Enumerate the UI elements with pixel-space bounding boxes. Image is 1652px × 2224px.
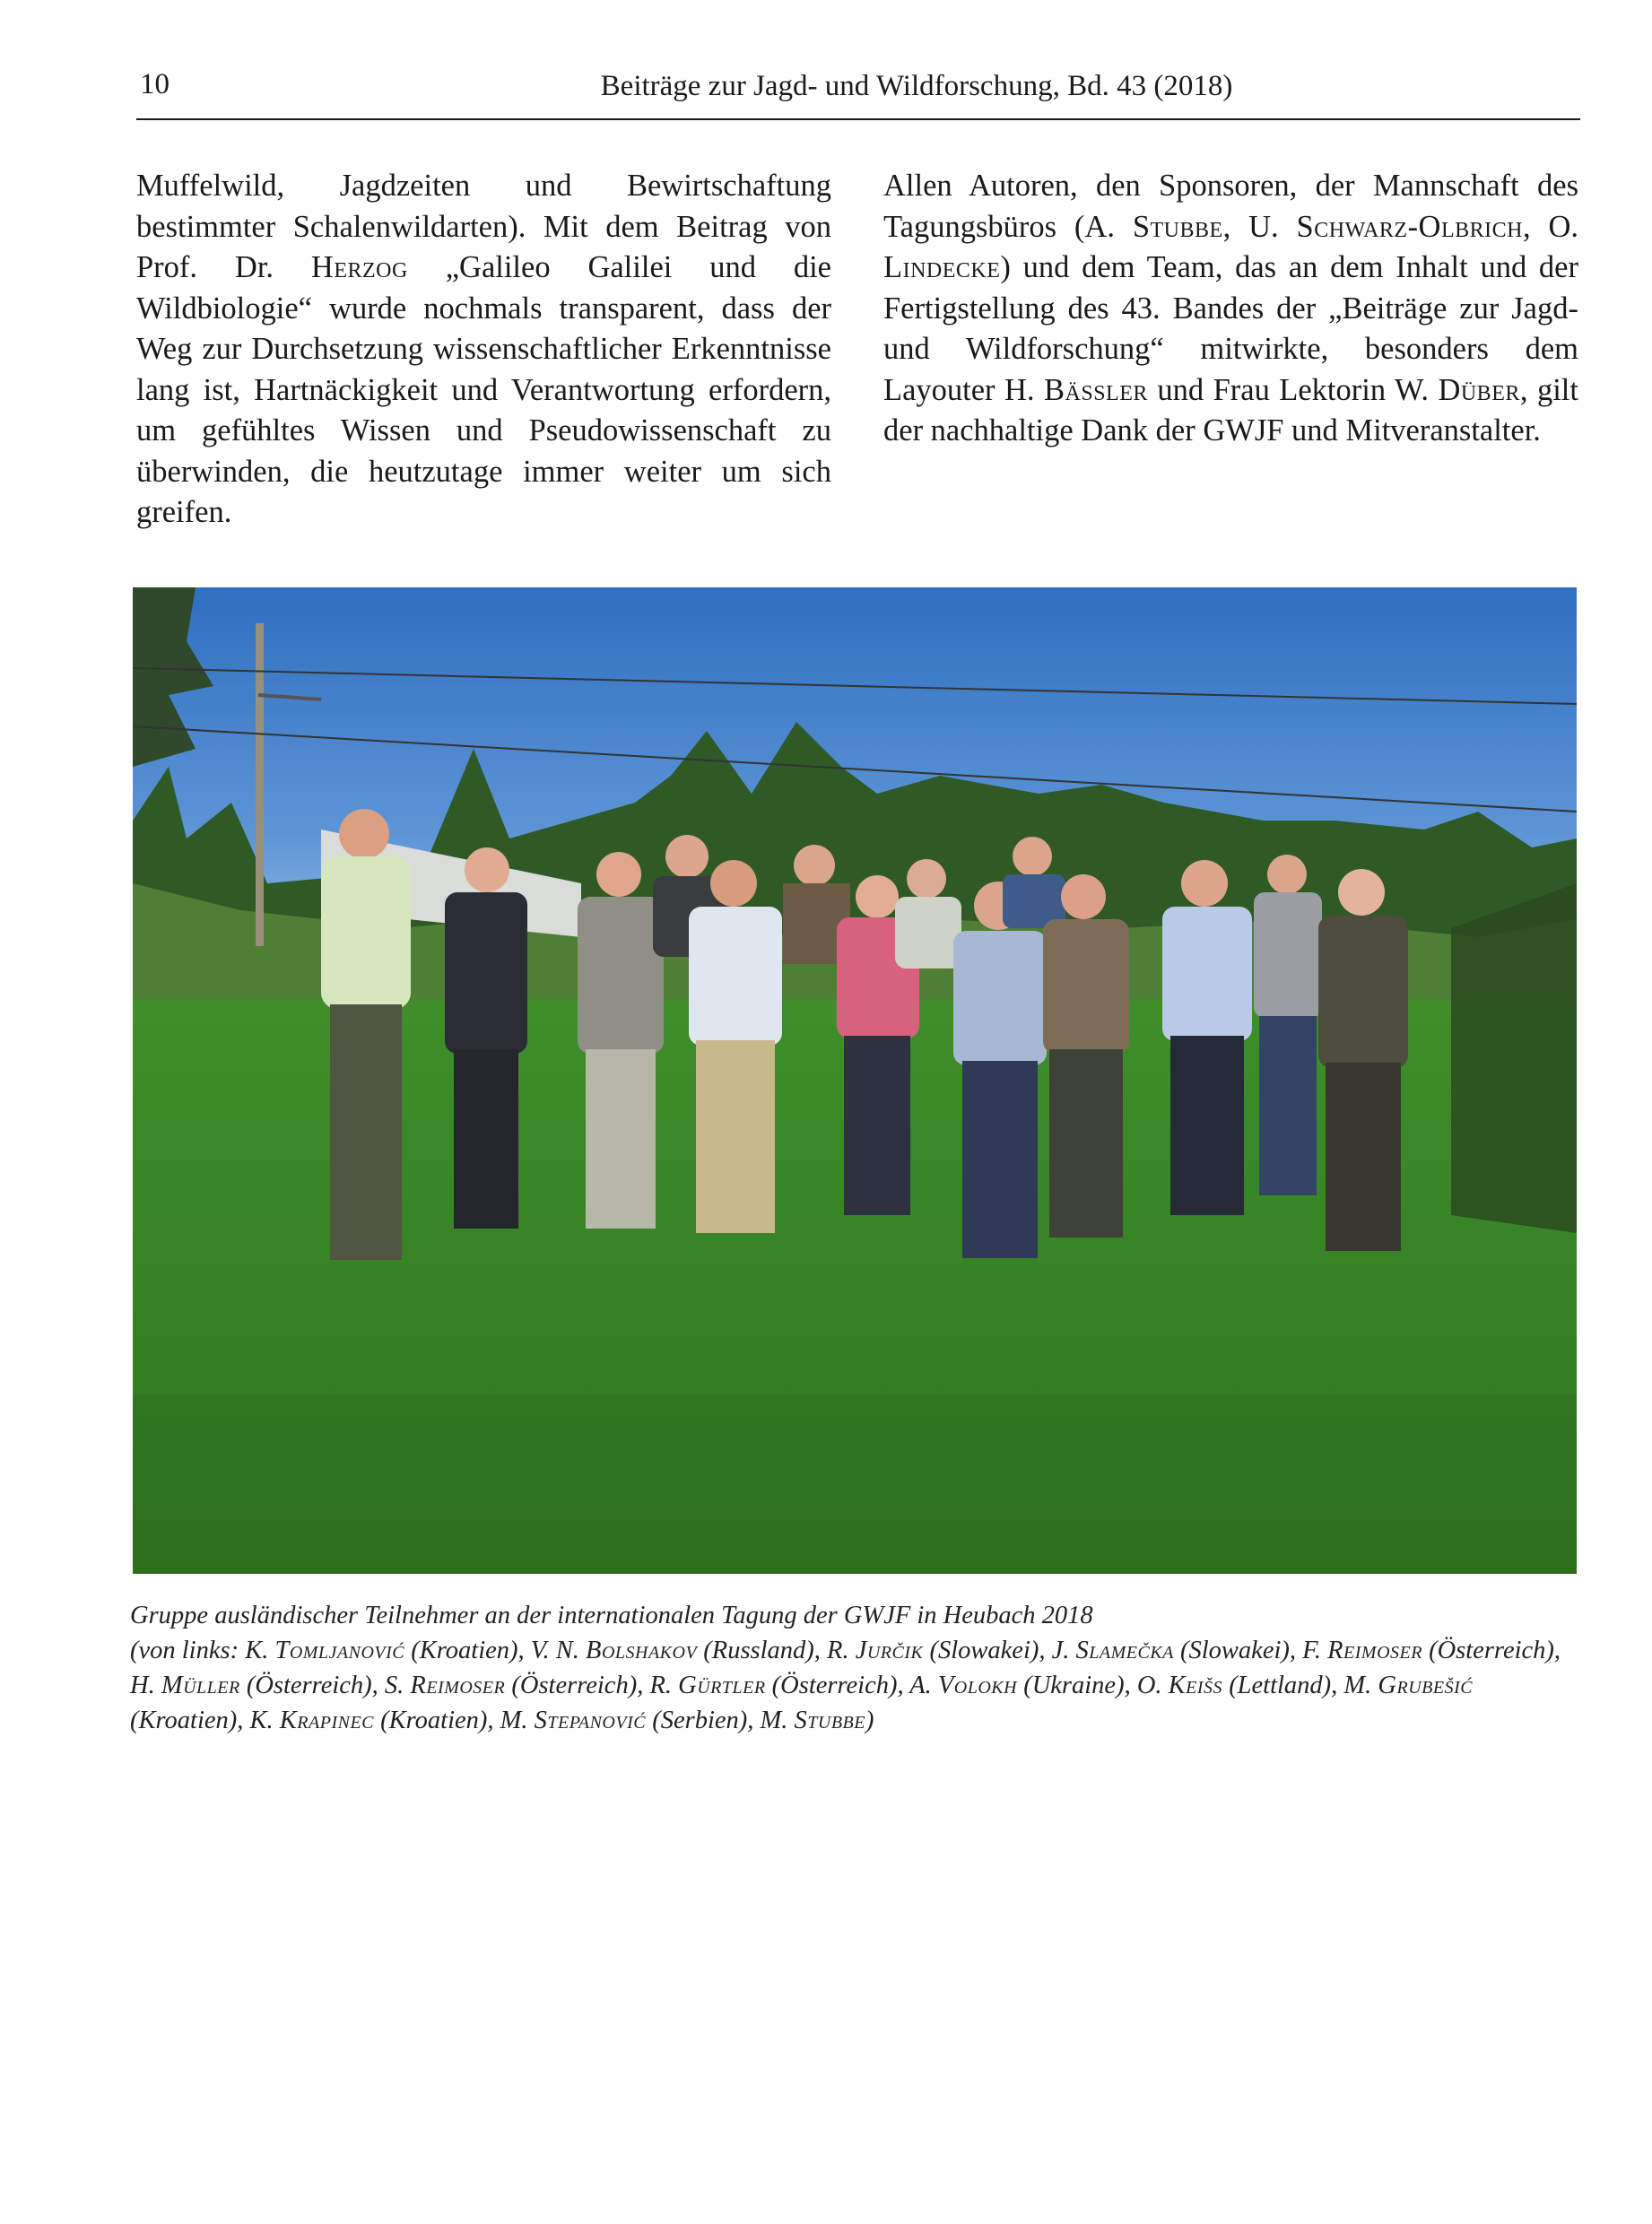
text-run: Muffelwild, Jagdzeiten und Bewirtschaftung bestimmter Schalenwildarten). Mit dem Beitrag von Prof. Dr. <box>136 169 831 284</box>
caption-text-run: (von links: K. <box>130 1637 275 1664</box>
text-run: „Galileo Galilei und die Wildbiologie“ wurde nochmals transparent, dass der Weg zur Durchsetzung wissenschaftlicher Erkenntnisse lang ist, Hartnäckigkeit und Verantwortung erfordern, um gefühltes Wissen und Pseudowissenschaft zu überwinden, die heutzutage immer weiter um sich greifen. <box>136 250 831 529</box>
caption-person-name: Krapinec <box>279 1707 374 1734</box>
caption-person-name: Reimoser <box>1327 1637 1422 1664</box>
caption-names <box>130 1633 1583 1738</box>
caption-person-name: Keišs <box>1168 1672 1223 1699</box>
text-run: , O. <box>1522 209 1578 244</box>
group-photo <box>133 587 1577 1574</box>
page-header <box>136 65 1580 120</box>
caption-person-name: Reimoser <box>410 1672 506 1699</box>
caption-person-name: Bolshakov <box>586 1637 698 1664</box>
caption-person-name: Gürtler <box>678 1672 766 1699</box>
author-name: Herzog <box>310 250 408 284</box>
text-run: , U. <box>1222 209 1297 244</box>
caption-text-run: (Serbien), M. <box>646 1707 795 1734</box>
text-run: und Frau Lektorin W. <box>1147 372 1439 407</box>
caption-text-run: (Österreich), R. <box>505 1672 679 1699</box>
paragraph-right <box>883 166 1578 452</box>
caption-text-run: (Russland), R. <box>697 1637 856 1664</box>
caption-person-name: Tomljanović <box>274 1637 405 1664</box>
caption-person-name: Jurčik <box>855 1637 924 1664</box>
text-run: , gilt der nachhaltige Dank der GWJF und Mitveranstalter. <box>883 372 1578 447</box>
caption-person-name: Grubešić <box>1378 1672 1474 1699</box>
text-run: ) und dem Team, das an dem Inhalt und der Fertigstellung des 43. Bandes der „Beiträge zur Jagd- und Wildforschung“ mitwirkte, besonders dem Layouter H. <box>883 250 1578 407</box>
person-name: Düber <box>1438 372 1520 407</box>
body-column-right <box>883 166 1578 452</box>
caption-text-run: (Lettland), M. <box>1222 1672 1378 1699</box>
running-title: Beiträge zur Jagd- und Wildforschung, Bd. 43 (2018) <box>600 70 1233 102</box>
caption-text-run: (Österreich), A. <box>765 1672 938 1699</box>
caption-person-name: Volokh <box>937 1672 1018 1699</box>
text-run: Allen Autoren, den Sponsoren, der Mannschaft des Tagungsbüros (A. <box>883 169 1578 244</box>
caption-text-run: (Ukraine), O. <box>1017 1672 1169 1699</box>
caption-text-run: (Österreich), S. <box>239 1672 411 1699</box>
person-name: Bässler <box>1044 372 1148 407</box>
caption-person-name: Slamečka <box>1075 1637 1174 1664</box>
caption-text-run: (Kroatien), K. <box>130 1707 280 1734</box>
caption-text-run: (Slowakei), J. <box>923 1637 1076 1664</box>
body-column-left <box>136 166 831 534</box>
caption-title: Gruppe ausländischer Teilnehmer an der internationalen Tagung der GWJF in Heubach 2018 <box>130 1602 1093 1629</box>
caption-person-name: Stepanović <box>534 1707 647 1734</box>
caption-text-run: (Kroatien), M. <box>374 1707 535 1734</box>
caption-person-name: Müller <box>161 1672 240 1699</box>
figure-caption <box>130 1598 1583 1738</box>
caption-text-run: (Kroatien), V. N. <box>404 1637 587 1664</box>
person-name: Schwarz-Olbrich <box>1296 209 1523 244</box>
caption-text-run: (Slowakei), F. <box>1173 1637 1328 1664</box>
paragraph-left <box>136 166 831 534</box>
person-name: Lindecke <box>883 250 1001 284</box>
caption-person-name: Stubbe <box>794 1707 865 1734</box>
person-name: Stubbe <box>1132 209 1223 244</box>
caption-text-run: ) <box>865 1707 874 1734</box>
caption-text-run: (Österreich), H. <box>130 1637 1561 1699</box>
page-number: 10 <box>140 68 170 100</box>
